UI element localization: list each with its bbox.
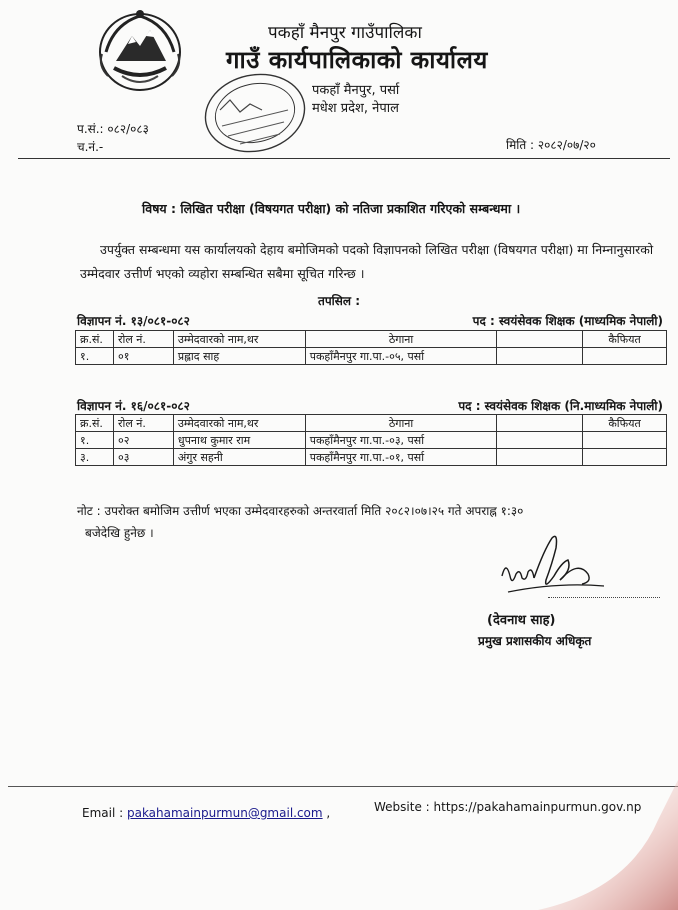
email-label: Email : — [82, 806, 127, 820]
nepal-emblem-logo — [94, 6, 186, 94]
cell-roll: ०२ — [113, 432, 173, 449]
col-address-header: ठेगाना — [305, 415, 497, 432]
col-roll-header: रोल नं. — [113, 415, 173, 432]
footer-email — [82, 806, 330, 820]
subject-line: विषय : लिखित परीक्षा (विषयगत परीक्षा) को नतिजा प्रकाशित गरिएको सम्बन्धमा । — [142, 201, 521, 216]
col-sn-header: क्र.सं. — [76, 415, 114, 432]
table-header-row — [76, 415, 667, 432]
post-title: पद : स्वयंसेवक शिक्षक (माध्यमिक नेपाली) — [472, 314, 663, 328]
header-divider — [18, 158, 670, 159]
cell-address: पकहाँमैनपुर गा.पा.-०५, पर्सा — [305, 348, 497, 365]
col-blank-header — [497, 415, 583, 432]
office-title: गाउँ कार्यपालिकाको कार्यालय — [226, 46, 488, 74]
cell-sn: १. — [76, 348, 114, 365]
result-table — [75, 330, 667, 365]
result-table — [75, 414, 667, 466]
cell-roll: ०१ — [113, 348, 173, 365]
col-name-header: उम्मेदवारको नाम,थर — [173, 331, 305, 348]
advertisement-number: विज्ञापन नं. १३/०८१-०८२ — [77, 314, 190, 328]
note-line-1: नोट : उपरोक्त बमोजिम उत्तीर्ण भएका उम्मेदवारहरुको अन्तरवार्ता मिति २०८२।०७।२५ गते अपराह्न १:३० — [77, 504, 524, 518]
table-row — [76, 348, 667, 365]
advertisement-header — [77, 312, 667, 329]
cell-roll: ०३ — [113, 449, 173, 466]
table-header-row — [76, 331, 667, 348]
reference-number: प.सं.: ०८२/०८३ — [77, 122, 149, 136]
address-line-2: मधेश प्रदेश, नेपाल — [312, 101, 399, 116]
municipality-name: पकहाँ मैनपुर गाउँपालिका — [268, 23, 422, 43]
email-link[interactable]: pakahamainpurmun@gmail.com — [126, 806, 323, 820]
office-stamp — [200, 70, 310, 156]
cell-name: प्रह्लाद साह — [173, 348, 305, 365]
email-suffix: , — [322, 806, 331, 820]
cell-blank — [497, 348, 583, 365]
col-sn-header: क्र.सं. — [76, 331, 114, 348]
details-heading: तपसिल : — [318, 294, 360, 308]
handwritten-signature — [498, 530, 608, 610]
address-line-1: पकहाँ मैनपुर, पर्सा — [312, 83, 400, 98]
advertisement-header — [77, 397, 667, 414]
post-title: पद : स्वयंसेवक शिक्षक (नि.माध्यमिक नेपाली) — [458, 399, 663, 413]
col-roll-header: रोल नं. — [113, 331, 173, 348]
footer-website[interactable]: Website : https://pakahamainpurmun.gov.np — [374, 800, 642, 814]
scan-edge-shadow — [538, 780, 678, 910]
col-name-header: उम्मेदवारको नाम,थर — [173, 415, 305, 432]
col-remarks-header: कैफियत — [583, 415, 667, 432]
col-address-header: ठेगाना — [305, 331, 497, 348]
cell-address: पकहाँमैनपुर गा.पा.-०१, पर्सा — [305, 449, 497, 466]
cell-sn: ३. — [76, 449, 114, 466]
col-blank-header — [497, 331, 583, 348]
cell-remarks — [583, 432, 667, 449]
letter-date: मिति : २०८२/०७/२० — [506, 138, 596, 152]
cell-blank — [497, 432, 583, 449]
body-paragraph: उपर्युक्त सम्बन्धमा यस कार्यालयको देहाय बमोजिमको पदको विज्ञापनको लिखित परीक्षा (विषयगत परीक्षा) मा निम्नानुसारको उम्मेदवार उत्तीर्ण भएको व्यहोरा सम्बन्धित सबैमा सूचित गरिन्छ । — [80, 242, 654, 281]
cell-name: धुपनाथ कुमार राम — [173, 432, 305, 449]
cell-sn: १. — [76, 432, 114, 449]
signature-line — [548, 597, 660, 598]
cell-remarks — [583, 449, 667, 466]
cell-remarks — [583, 348, 667, 365]
cell-name: अंगुर सहनी — [173, 449, 305, 466]
advertisement-number: विज्ञापन नं. १६/०८१-०८२ — [77, 399, 190, 413]
table-row — [76, 449, 667, 466]
signer-name: (देवनाथ साह) — [487, 613, 556, 628]
cell-address: पकहाँमैनपुर गा.पा.-०३, पर्सा — [305, 432, 497, 449]
note-line-2: बजेदेखि हुनेछ । — [85, 526, 154, 540]
dispatch-number: च.नं.- — [77, 140, 104, 154]
signer-title: प्रमुख प्रशासकीय अधिकृत — [478, 634, 592, 648]
cell-blank — [497, 449, 583, 466]
col-remarks-header: कैफियत — [583, 331, 667, 348]
table-row — [76, 432, 667, 449]
